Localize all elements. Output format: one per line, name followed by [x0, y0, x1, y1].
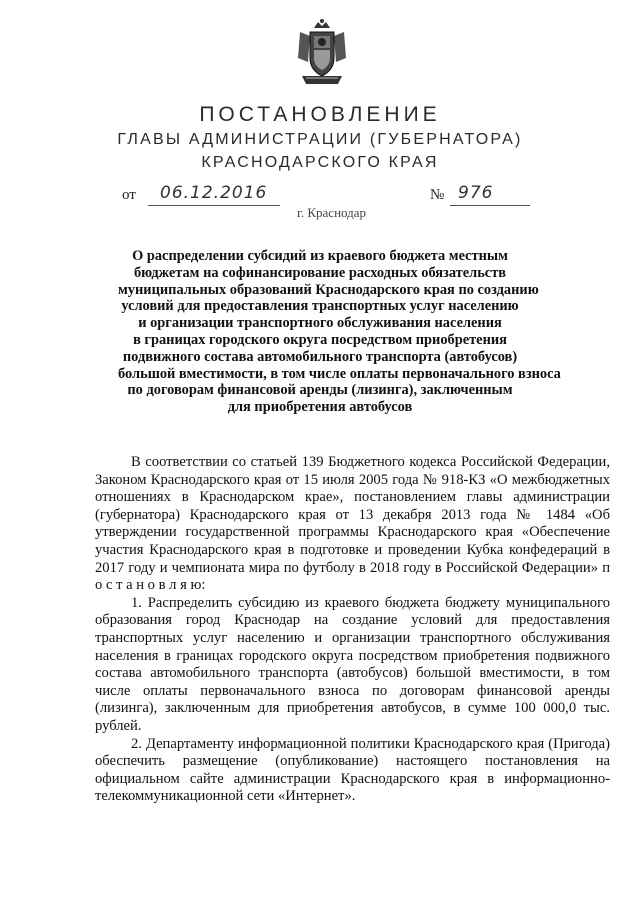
title-line: муниципальных образований Краснодарского края по созданию: [118, 281, 539, 298]
region-heading: КРАСНОДАРСКОГО КРАЯ: [201, 154, 439, 171]
title-line: О распределении субсидий из краевого бюджета местным: [132, 248, 508, 264]
clause-1-paragraph: 1. Распределить субсидию из краевого бюджета бюджету муниципального образования город Краснодар на создание условий для предоставления транспортных услуг населению и организации транспортного обслуживания населения в границах городского округа посредством приобретения подвижного состава автомобильного транспорта (автобусов) большой вместимости, в том числе оплаты первоначального взноса по договорам финансовой аренды (лизинга), заключенным для приобретения автобусов, в сумме 100 000,0 тыс. рублей.: [95, 594, 610, 734]
title-line: для приобретения автобусов: [227, 399, 413, 416]
date-underline: [148, 205, 280, 206]
title-line: и организации транспортного обслуживания населения: [138, 315, 502, 332]
title-line: в границах городского округа посредством приобретения: [133, 331, 507, 348]
authority-heading: ГЛАВЫ АДМИНИСТРАЦИИ (ГУБЕРНАТОРА): [117, 131, 523, 148]
document-number: 976: [458, 183, 494, 203]
coat-of-arms-icon: [292, 18, 352, 88]
city-label: г. Краснодар: [297, 205, 367, 220]
document-title: [118, 248, 561, 416]
clause-2-paragraph: 2. Департаменту информационной политики Краснодарского края (Пригода) обеспечить размещение (опубликование) настоящего постановления на официальном сайте администрации Краснодарского края в информационно-телекоммуникационной сети «Интернет».: [95, 735, 610, 805]
number-underline: [450, 205, 530, 206]
document-body: [95, 454, 610, 806]
title-line: условий для предоставления транспортных услуг населению: [121, 298, 519, 315]
document-type-heading: ПОСТАНОВЛЕНИЕ: [199, 103, 441, 126]
title-line: по договорам финансовой аренды (лизинга), заключенным: [127, 382, 513, 399]
title-line: бюджетам на софинансирование расходных обязательств: [133, 264, 507, 281]
preamble-paragraph: В соответствии со статьей 139 Бюджетного кодекса Российской Федерации, Законом Краснодарского края от 15 июля 2005 года № 918-КЗ «О межбюджетных отношениях в Краснодарском крае», постановлением главы администрации (губернатора) Краснодарского края от 13 декабря 2013 года № 1484 «Об утверждении государственной программы Краснодарского края «Обеспечение участия Краснодарского края в подготовке и проведении Кубка конфедераций в 2017 году и чемпионата мира по футболу в 2018 году в Российской Федерации» п о с т а н о в л я ю:: [95, 454, 610, 594]
document-date: 06.12.2016: [160, 183, 268, 203]
title-line: подвижного состава автомобильного транспорта (автобусов): [122, 348, 518, 365]
number-prefix: №: [430, 187, 445, 203]
date-prefix: от: [122, 187, 136, 203]
title-line: большой вместимости, в том числе оплаты первоначального взноса: [118, 365, 561, 382]
